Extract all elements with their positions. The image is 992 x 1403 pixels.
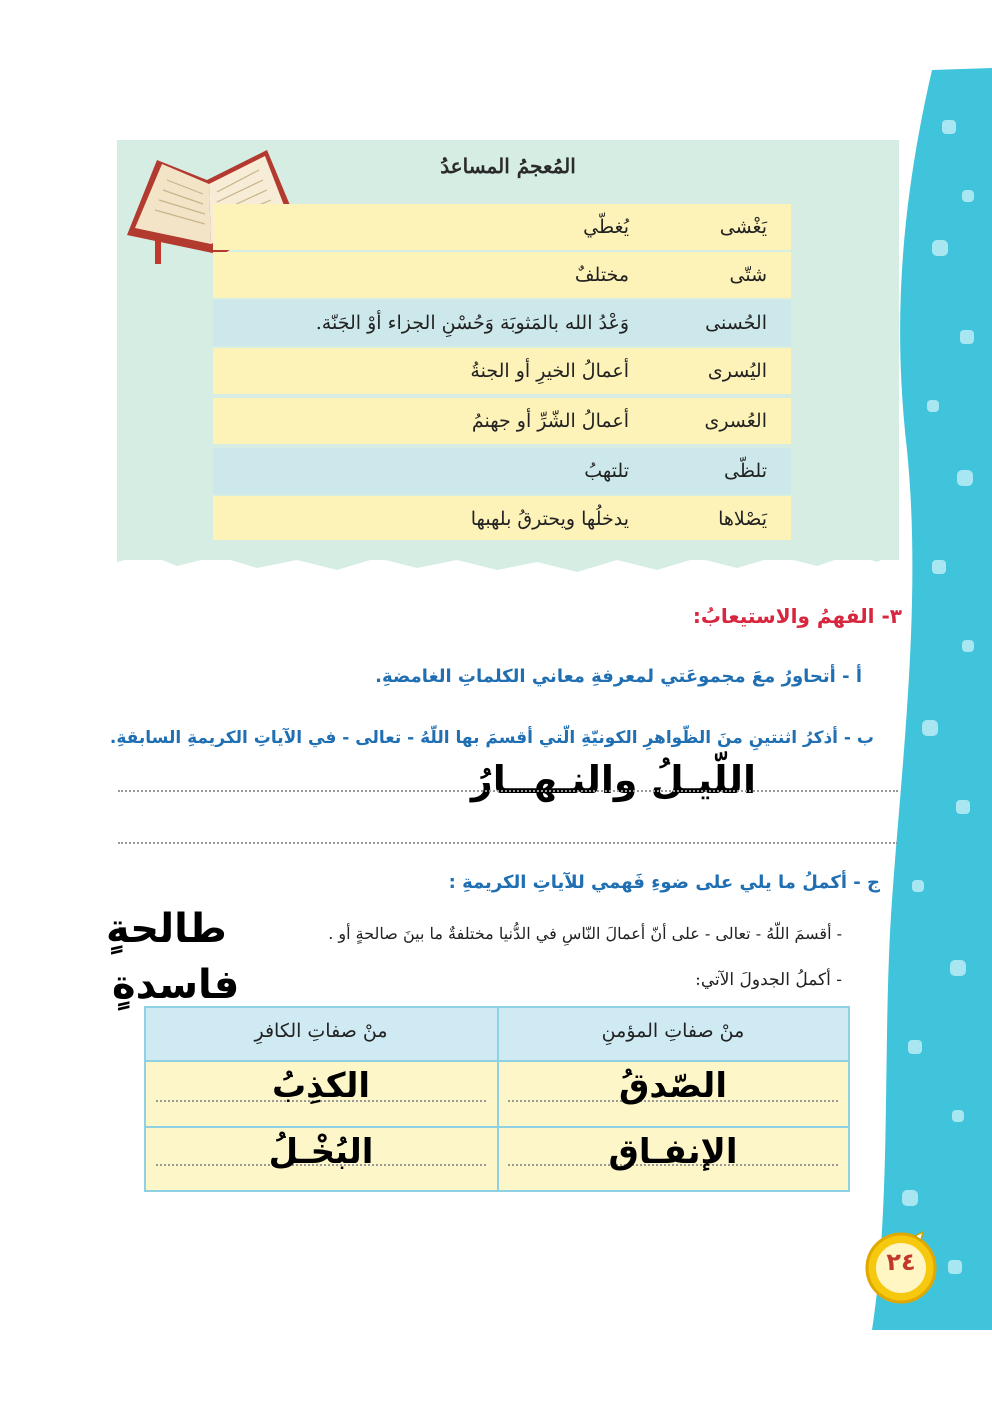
handwritten-answer: فاسدةٍ bbox=[112, 962, 240, 1008]
question-text: - أتحاورُ معَ مجموعَتي لمعرفةِ معاني الكلماتِ الغامضةِ. bbox=[375, 666, 850, 687]
glossary-meaning: مختلفٌ bbox=[574, 264, 629, 286]
torn-paper-edge bbox=[117, 540, 899, 580]
table-cell: الإنفـاق bbox=[608, 1132, 738, 1172]
section-title: ٣- الفهمُ والاستيعابُ: bbox=[692, 604, 902, 628]
handwritten-answer: طالحةٍ bbox=[106, 906, 227, 952]
glossary-row bbox=[213, 252, 791, 298]
question-letter: ب bbox=[856, 728, 874, 748]
table-cell: الكذِبُ bbox=[272, 1066, 370, 1106]
question-b bbox=[110, 728, 874, 748]
glossary-meaning: وَعْدُ الله بالمَثوبَة وَحُسْنِ الجزاء أوْ الجَنّة. bbox=[315, 312, 629, 334]
glossary-row bbox=[213, 204, 791, 250]
glossary-panel bbox=[117, 140, 899, 560]
answer-line bbox=[118, 790, 898, 792]
question-text: - أكملُ ما يلي على ضوءِ فَهمي للآياتِ الكريمةِ : bbox=[448, 872, 861, 893]
glossary-meaning: أعمالُ الخيرِ أو الجنةُ bbox=[470, 360, 629, 382]
glossary-row bbox=[213, 348, 791, 394]
glossary-row bbox=[213, 300, 791, 346]
glossary-row bbox=[213, 448, 791, 494]
column-header-believer: منْ صفاتِ المؤمنِ bbox=[601, 1020, 745, 1042]
traits-table bbox=[144, 1006, 850, 1192]
completion-sentence: - أقسمَ اللّهُ - تعالى - على أنّ أعمالَ النّاسِ في الدُّنيا مختلفةٌ ما بينَ صالحةٍ أو . bbox=[328, 924, 842, 943]
glossary-word: العُسرى bbox=[704, 410, 767, 432]
glossary-meaning: يُغطّي bbox=[583, 216, 629, 238]
glossary-title: المُعجمُ المساعدُ bbox=[440, 154, 576, 178]
glossary-word: يَصْلاها bbox=[718, 508, 767, 530]
question-text: - أذكرُ اثنتينِ منَ الظّواهرِ الكونيّةِ الّتي أقسمَ بها اللّهُ - تعالى - في الآياتِ الكريمةِ السابقةِ. bbox=[109, 728, 851, 748]
glossary-meaning: أعمالُ الشّرِّ أو جهنمُ bbox=[471, 410, 629, 432]
glossary-word: يَغْشى bbox=[719, 216, 767, 238]
glossary-word: شتّى bbox=[729, 264, 767, 286]
glossary-word: اليُسرى bbox=[707, 360, 767, 382]
answer-line bbox=[118, 842, 898, 844]
glossary-meaning: تلتهبُ bbox=[584, 460, 629, 482]
table-cell: البُخْـلُ bbox=[268, 1132, 374, 1172]
table-cell: الصّدقُ bbox=[619, 1066, 727, 1106]
question-c bbox=[449, 872, 880, 893]
question-letter: ج bbox=[867, 872, 880, 893]
glossary-row bbox=[213, 398, 791, 444]
question-a bbox=[375, 666, 862, 687]
handwritten-answer: اللّيـلُ والنـهــارُ bbox=[470, 758, 756, 802]
page-number: ٢٤ bbox=[886, 1248, 916, 1276]
glossary-meaning: يدخلُها ويحترقُ بلهبها bbox=[470, 508, 629, 530]
glossary-word: الحُسنى bbox=[705, 312, 767, 334]
column-header-disbeliever: منْ صفاتِ الكافرِ bbox=[254, 1020, 388, 1042]
question-letter: أ bbox=[855, 666, 862, 687]
table-instruction: - أكملُ الجدولَ الآتي: bbox=[695, 970, 842, 990]
glossary-row bbox=[213, 496, 791, 542]
glossary-word: تلظّى bbox=[723, 460, 767, 482]
